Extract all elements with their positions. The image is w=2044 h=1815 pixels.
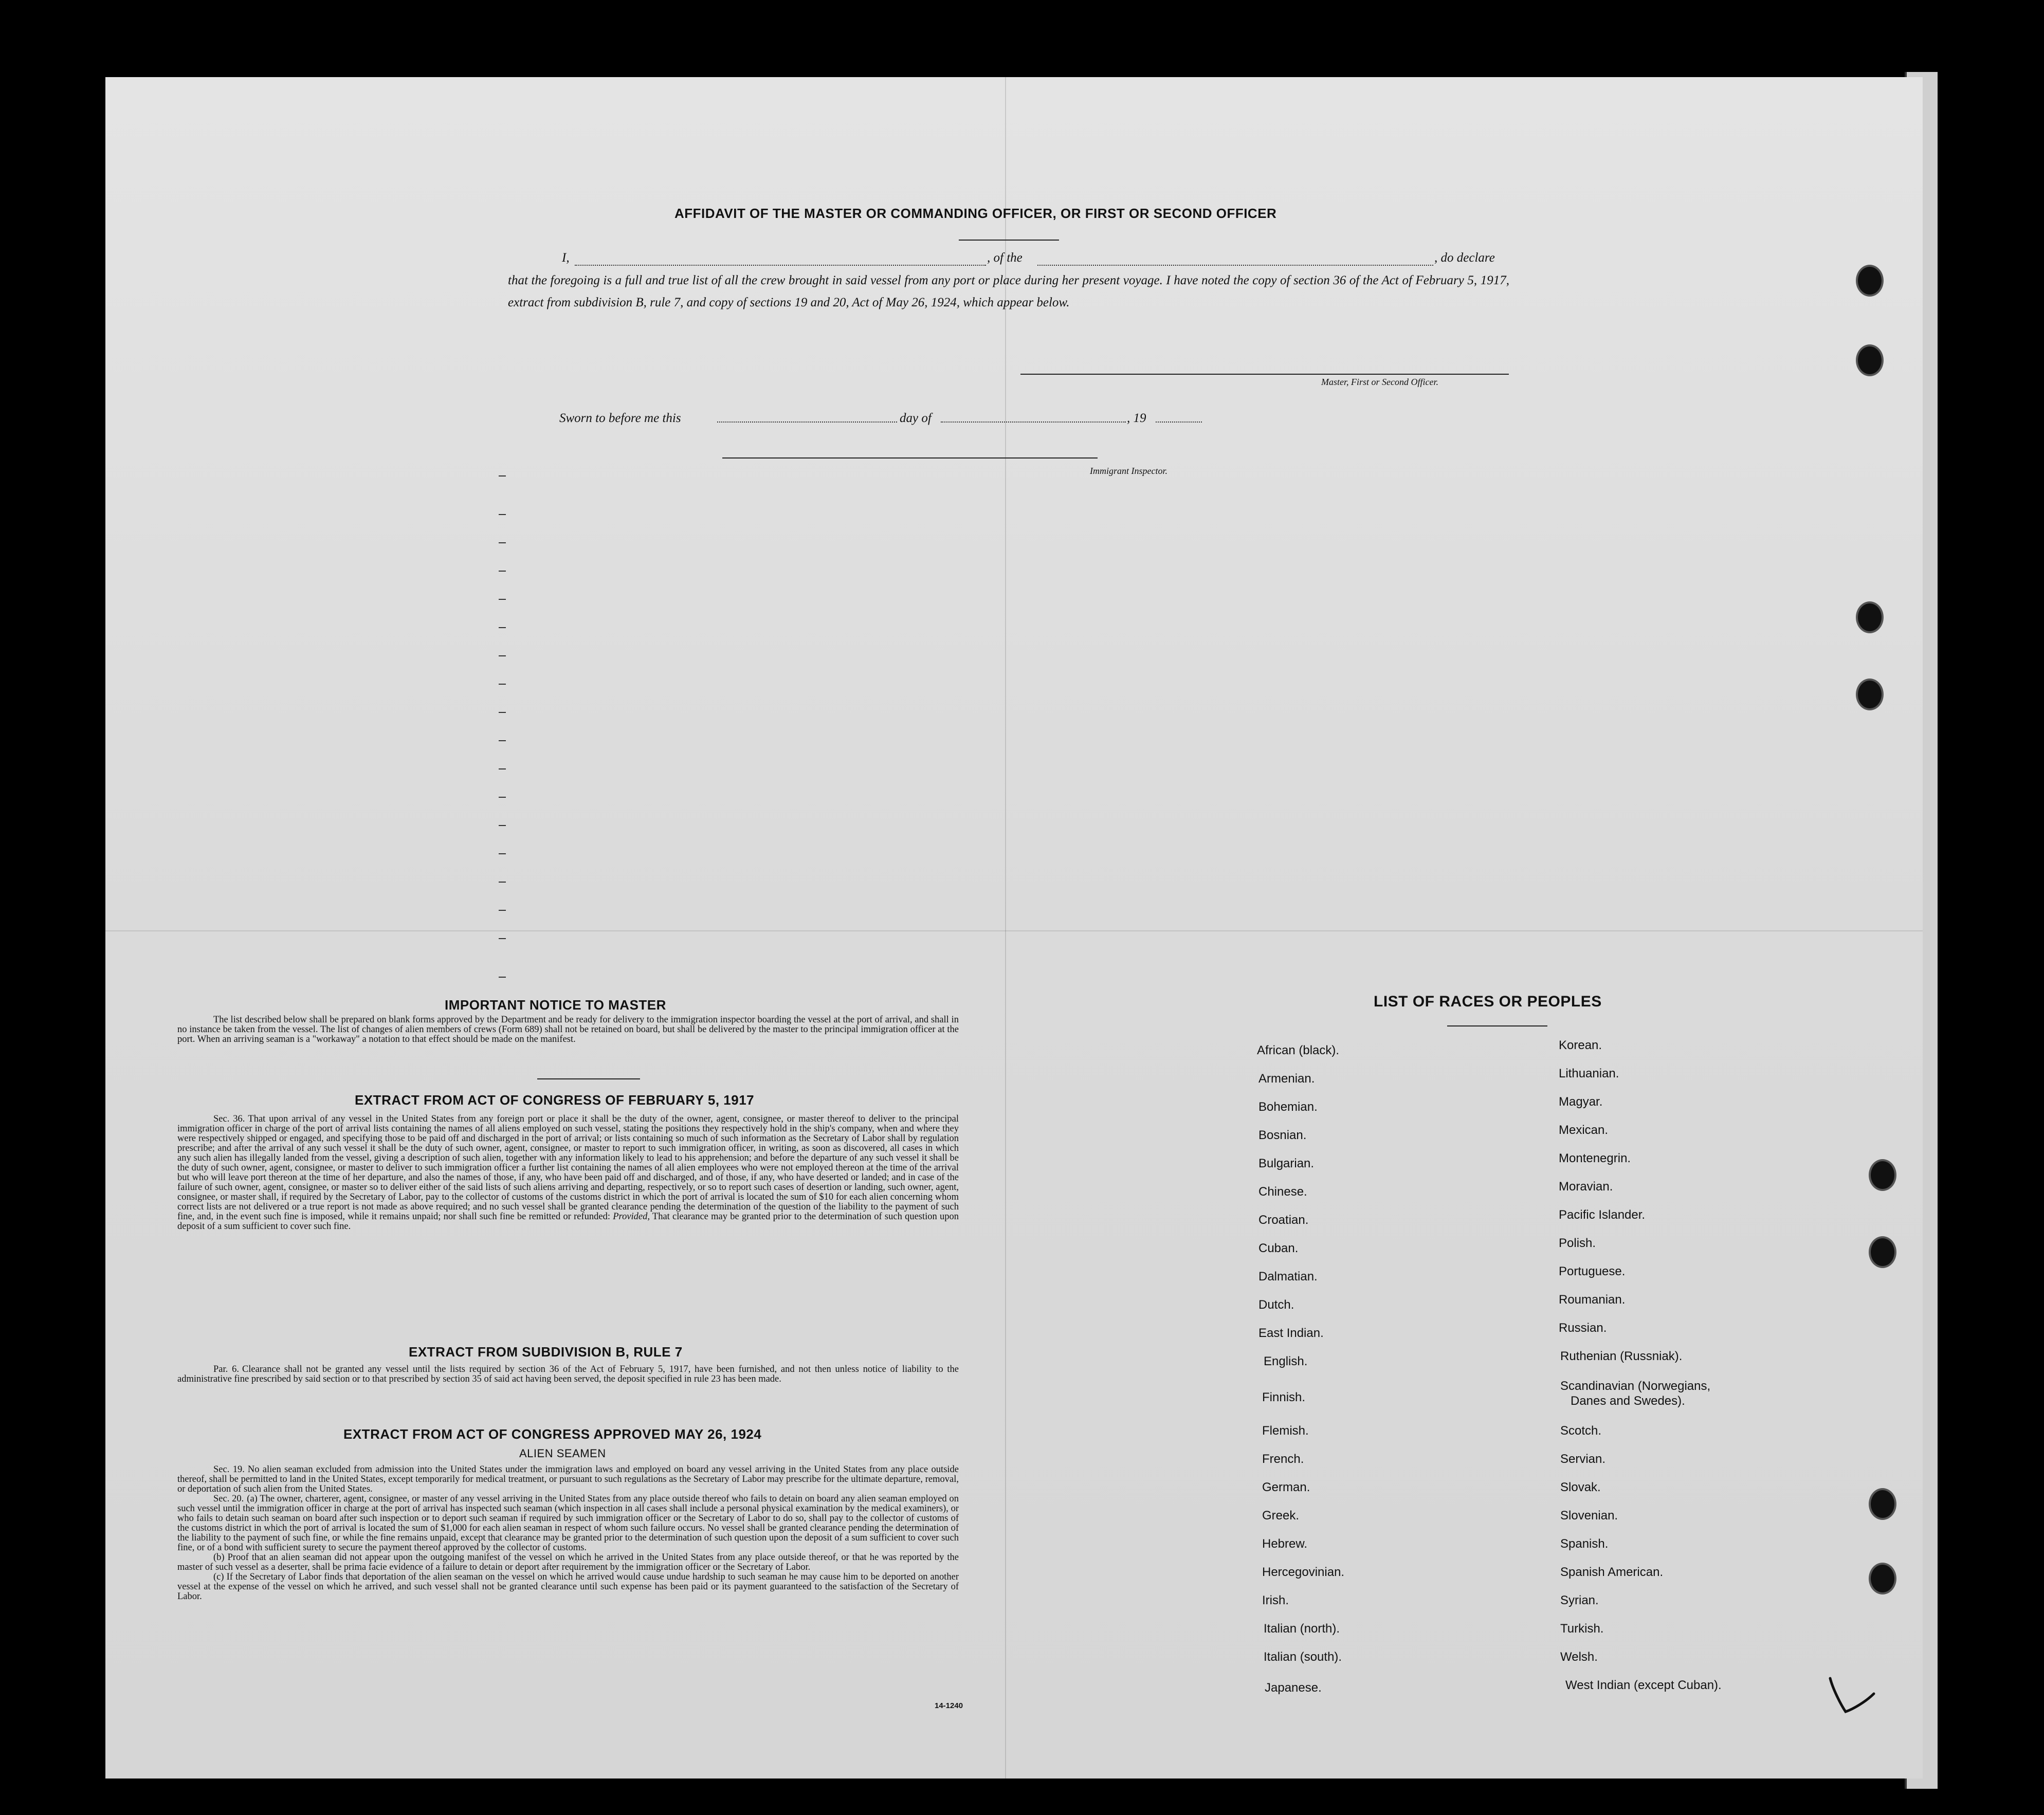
binder-hole bbox=[1856, 344, 1884, 376]
row-marker bbox=[499, 684, 506, 685]
race-item: Polish. bbox=[1559, 1236, 1596, 1250]
race-item: Finnish. bbox=[1262, 1390, 1306, 1404]
extract-1917-title: EXTRACT FROM ACT OF CONGRESS OF FEBRUARY 5, 1917 bbox=[355, 1092, 755, 1108]
race-item: Bulgarian. bbox=[1258, 1157, 1315, 1170]
race-item: Slovenian. bbox=[1560, 1509, 1618, 1523]
race-item: French. bbox=[1262, 1452, 1304, 1466]
notice-text: The list described below shall be prepared on blank forms approved by the Department and be ready for delivery to the immigration inspector boarding the vessel at the port of arrival, and shall in no instance be taken from the vessel. The list of changes of alien members of crews (Form 689) shall not be retained on board, but shall be delivered by the master to the principal immigration officer at the port. When an arriving seaman is a "workaway" a notation to that effect should be made on the manifest. bbox=[177, 1015, 959, 1044]
provided-word: Provided, bbox=[613, 1212, 650, 1222]
race-item: Russian. bbox=[1559, 1321, 1607, 1335]
race-item: Armenian. bbox=[1258, 1072, 1315, 1086]
signature-label: Master, First or Second Officer. bbox=[1321, 377, 1438, 387]
notice-rule bbox=[537, 1078, 640, 1079]
extract-1924-title: EXTRACT FROM ACT OF CONGRESS APPROVED MAY 26, 1924 bbox=[343, 1426, 762, 1442]
sworn-month-field[interactable] bbox=[941, 421, 1126, 423]
binder-hole bbox=[1856, 679, 1884, 710]
sec20b-text: (b) Proof that an alien seaman did not appear upon the outgoing manifest of the vessel on which he arrived in the United States from any place outside thereof, or that he was reported by the master of such vessel as a deserter, shall be prima facie evidence of a failure to detain or deport after requirement by the immigration officer or the Secretary of Labor. bbox=[177, 1552, 959, 1572]
vessel-name-field[interactable] bbox=[1037, 265, 1433, 266]
race-item: Servian. bbox=[1560, 1452, 1606, 1466]
race-item: Moravian. bbox=[1559, 1180, 1613, 1194]
row-marker bbox=[499, 825, 506, 826]
master-name-field[interactable] bbox=[575, 265, 986, 266]
signature-line[interactable] bbox=[1020, 374, 1509, 375]
par6-label: Par. 6. bbox=[213, 1364, 239, 1374]
race-item: African (black). bbox=[1257, 1043, 1340, 1057]
row-marker bbox=[499, 768, 506, 769]
race-item: Montenegrin. bbox=[1559, 1151, 1631, 1165]
race-item: Cuban. bbox=[1258, 1241, 1299, 1255]
sec20c-text: (c) If the Secretary of Labor finds that deportation of the alien seaman on the vessel on which he arrived would cause undue hardship to such seaman he may cause him to be deported on another vessel at the expense of the vessel on which he arrived, and such vessel shall not be granted clearance until such expense has been paid or its payment guaranteed to the satisfaction of the Secretary of Labor. bbox=[177, 1572, 959, 1602]
row-marker bbox=[499, 740, 506, 741]
binder-hole bbox=[1856, 601, 1884, 633]
race-item: Dalmatian. bbox=[1258, 1270, 1318, 1284]
sec36-label: Sec. 36. bbox=[213, 1114, 245, 1124]
row-marker bbox=[499, 882, 506, 883]
extract-rule7-text bbox=[177, 1365, 959, 1384]
race-item: Lithuanian. bbox=[1559, 1067, 1619, 1080]
race-item: Korean. bbox=[1559, 1038, 1602, 1052]
race-item: Flemish. bbox=[1262, 1424, 1309, 1438]
row-marker bbox=[499, 853, 506, 854]
row-marker bbox=[499, 627, 506, 628]
binder-hole bbox=[1869, 1488, 1896, 1520]
race-item: Scotch. bbox=[1560, 1424, 1602, 1438]
fold-line-horizontal bbox=[105, 930, 1923, 931]
race-item: Scandinavian (Norwegians, bbox=[1560, 1379, 1711, 1393]
race-item: Spanish. bbox=[1560, 1537, 1609, 1551]
year-prefix-label: , 19 bbox=[1127, 411, 1146, 425]
race-item: Magyar. bbox=[1559, 1095, 1603, 1109]
race-item: Japanese. bbox=[1265, 1681, 1322, 1695]
sworn-year-field[interactable] bbox=[1156, 421, 1202, 423]
sec36-text-end: That clearance may be granted prior to the determination of such question upon deposit of a sum sufficient to cover such fine. bbox=[177, 1212, 959, 1232]
race-item: Greek. bbox=[1262, 1509, 1300, 1523]
races-title: LIST OF RACES OR PEOPLES bbox=[1374, 993, 1602, 1010]
notice-title: IMPORTANT NOTICE TO MASTER bbox=[445, 997, 666, 1013]
race-item: Ruthenian (Russniak). bbox=[1560, 1349, 1683, 1363]
race-item: Italian (south). bbox=[1264, 1650, 1342, 1664]
race-item: Welsh. bbox=[1560, 1650, 1598, 1664]
par6-text: Clearance shall not be granted any vessel until the lists required by section 36 of the Act of February 5, 1917, have been furnished, and not then unless notice of liability to the administrative fine prescribed by said section or to that prescribed by section 35 of said act having been served, the deposit specified in rule 23 has been made. bbox=[177, 1364, 959, 1384]
row-marker bbox=[499, 571, 506, 572]
row-marker bbox=[499, 542, 506, 543]
race-item: Danes and Swedes). bbox=[1571, 1394, 1685, 1408]
race-item: Roumanian. bbox=[1559, 1293, 1626, 1307]
affidavit-title: AFFIDAVIT OF THE MASTER OR COMMANDING OFFICER, OR FIRST OR SECOND OFFICER bbox=[674, 206, 1277, 221]
row-marker bbox=[499, 475, 506, 476]
sec20-label: Sec. 20. bbox=[213, 1494, 244, 1504]
race-item: Italian (north). bbox=[1264, 1622, 1340, 1636]
race-item: Syrian. bbox=[1560, 1593, 1599, 1607]
row-marker bbox=[499, 712, 506, 713]
race-item: Turkish. bbox=[1560, 1622, 1604, 1636]
race-item: Bohemian. bbox=[1258, 1100, 1318, 1114]
sec20a-text: (a) The owner, charterer, agent, consignee, or master of any vessel arriving in the United States from any place outside thereof who fails to detain on board any alien seaman employed on such vessel until the immigration officer in charge at the port of arrival has inspected such seaman (which inspection in all cases shall include a personal physical examination by the medical examiners), or who fails to detain such seaman on board after such inspection or to deport such seaman if required by such immigration officer or the Secretary of Labor to do so, shall pay to the collector of customs of the customs district in which the port of arrival is located the sum of $1,000 for each alien seaman in respect of whom such failure occurs. No vessel shall be granted clearance pending the determination of the liability to the payment of such fine, or while the fine remains unpaid, except that clearance may be granted prior to the determination of such question upon the deposit of a sum sufficient to cover such fine, or of a bond with sufficient surety to secure the payment thereof approved by the collector of customs. bbox=[177, 1494, 959, 1553]
sec19-text: No alien seaman excluded from admission into the United States under the immigration laws and employed on board any vessel arriving in the United States from any place outside thereof, shall be permitted to land in the United States, except temporarily for medical treatment, or pursuant to such regulations as the Secretary of Labor may prescribe for the ultimate departure, removal, or deportation of such alien from the United States. bbox=[177, 1464, 959, 1494]
race-item: Bosnian. bbox=[1258, 1128, 1307, 1142]
inspector-label: Immigrant Inspector. bbox=[1090, 466, 1167, 476]
sec19-label: Sec. 19. bbox=[213, 1464, 245, 1475]
race-item: German. bbox=[1262, 1480, 1310, 1494]
fold-line-vertical bbox=[1005, 77, 1006, 1779]
binder-hole bbox=[1869, 1236, 1896, 1268]
race-item: Croatian. bbox=[1258, 1213, 1309, 1227]
row-marker bbox=[499, 797, 506, 798]
binder-hole bbox=[1856, 265, 1884, 297]
day-of-label: day of bbox=[900, 411, 932, 425]
affidavit-paragraph: that the foregoing is a full and true list of all the crew brought in said vessel from any port or place during her present voyage. I have noted the copy of section 36 of the Act of February 5, 1917, extract from subdivision B, rule 7, and copy of sections 19 and 20, Act of May 26, 1924, which appear below. bbox=[508, 273, 1509, 309]
race-item: Portuguese. bbox=[1559, 1264, 1626, 1278]
extract-1924-text bbox=[177, 1465, 959, 1602]
binder-hole bbox=[1869, 1563, 1896, 1594]
form-number: 14-1240 bbox=[935, 1701, 963, 1710]
affidavit-i-label: I, bbox=[562, 251, 570, 265]
race-item: Chinese. bbox=[1258, 1185, 1307, 1199]
extract-1924-subtitle: ALIEN SEAMEN bbox=[519, 1447, 606, 1460]
affidavit-do-declare-label: , do declare bbox=[1434, 251, 1495, 265]
race-item: English. bbox=[1264, 1354, 1308, 1368]
sworn-label: Sworn to before me this bbox=[559, 411, 681, 425]
binder-hole bbox=[1869, 1159, 1896, 1191]
race-item: Spanish American. bbox=[1560, 1565, 1664, 1579]
extract-rule7-title: EXTRACT FROM SUBDIVISION B, RULE 7 bbox=[409, 1344, 683, 1360]
affidavit-title-rule bbox=[959, 240, 1059, 241]
race-item: Dutch. bbox=[1258, 1298, 1294, 1312]
race-item: Pacific Islander. bbox=[1559, 1208, 1646, 1222]
race-item: East Indian. bbox=[1258, 1326, 1324, 1340]
row-marker bbox=[499, 977, 506, 978]
handwritten-number-mark bbox=[1822, 1673, 1879, 1719]
sec36-text: That upon arrival of any vessel in the United States from any foreign port or place it shall be the duty of the owner, agent, consignee, or master thereof to deliver to the principal immigration officer in charge of the port of arrival lists containing the names of all aliens employed on such vessel, stating the positions they respectively hold in the ship's company, when and where they were respectively shipped or engaged, and specifying those to be paid off and discharged in the port of arrival; or lists containing so much of such information as the Secretary of Labor shall by regulation prescribe; and after the arrival of any such vessel it shall be the duty of such owner, agent, consignee, or master to report to such immigration officer, in writing, as soon as discovered, all cases in which any such alien has illegally landed from the vessel, giving a description of such alien, together with any information likely to lead to his apprehension; and before the departure of any such vessel it shall be the duty of such owner, agent, consignee, or master to deliver to such immigration officer a further list containing the names of all alien employees who were not employed thereon at the time of the arrival but who will leave port thereon at the time of her departure, and also the names of those, if any, who have been paid off and discharged, and of those, if any, who have deserted or landed; and in case of the failure of such owner, agent, consignee, or master so to deliver either of the said lists of such aliens arriving and departing, respectively, or so to report such cases of desertion or landing, such owner, agent, consignee, or master shall, if required by the Secretary of Labor, pay to the collector of customs of the customs district in which the port of arrival is located the sum of $10 for each alien concerning whom correct lists are not delivered or a true report is not made as above required; and no such vessel shall be granted clearance pending the determination of the question of the liability to the payment of such fine, and, in the event such fine is imposed, while it remains unpaid; nor shall such fine be remitted or refunded: bbox=[177, 1114, 959, 1222]
race-item: Mexican. bbox=[1559, 1123, 1609, 1137]
race-item: West Indian (except Cuban). bbox=[1565, 1678, 1722, 1692]
race-item: Hebrew. bbox=[1262, 1537, 1308, 1551]
extract-1917-text bbox=[177, 1114, 959, 1232]
affidavit-of-the-label: , of the bbox=[987, 251, 1023, 265]
row-marker bbox=[499, 910, 506, 911]
row-marker bbox=[499, 938, 506, 939]
race-item: Slovak. bbox=[1560, 1480, 1601, 1494]
race-item: Hercegovinian. bbox=[1262, 1565, 1345, 1579]
inspector-signature-line[interactable] bbox=[722, 457, 1098, 459]
row-marker bbox=[499, 655, 506, 656]
row-marker bbox=[499, 599, 506, 600]
races-title-rule bbox=[1447, 1025, 1547, 1026]
sworn-day-field[interactable] bbox=[717, 421, 897, 423]
row-marker bbox=[499, 514, 506, 515]
race-item: Irish. bbox=[1262, 1593, 1289, 1607]
